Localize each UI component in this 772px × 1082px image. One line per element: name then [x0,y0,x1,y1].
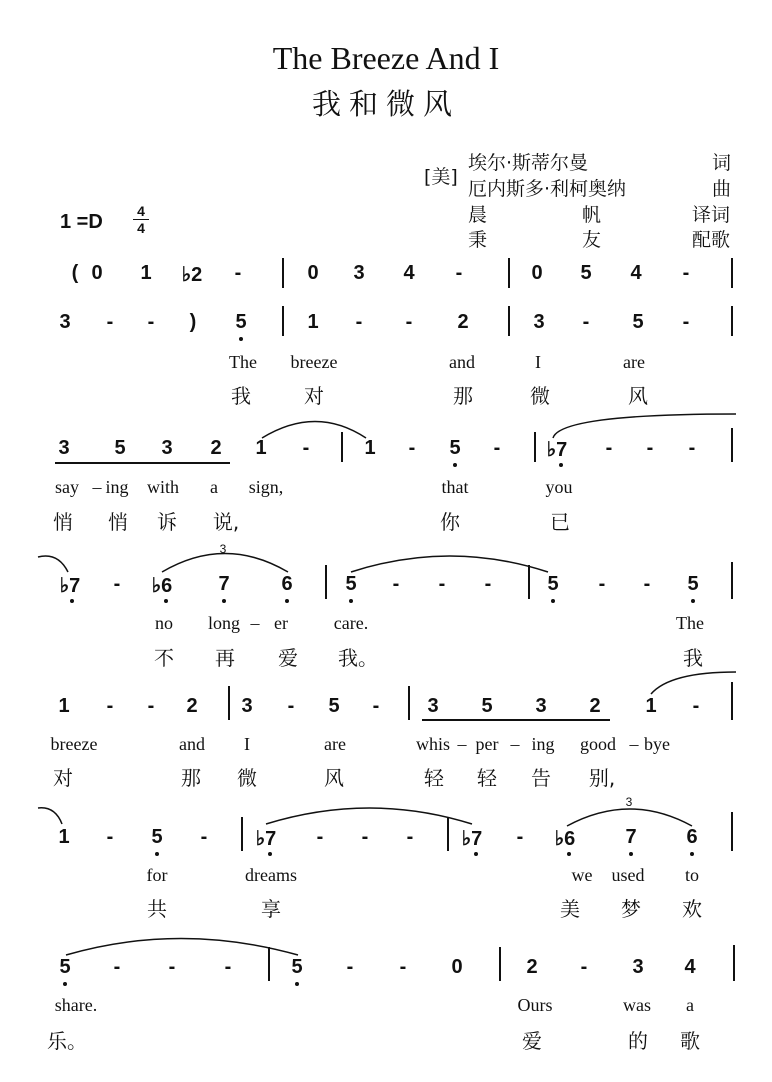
lyric-en: – [92,477,102,497]
note: - [455,262,463,284]
note: - [438,573,446,595]
note: - [361,826,369,848]
note: - [168,956,176,978]
note: - [346,956,354,978]
credit-composer: 厄内斯多·利柯奥纳 [468,178,627,200]
lyric-zh: 再 [215,646,235,670]
note: 2 [210,437,222,459]
note: 0 [307,262,319,284]
note: - [287,695,295,717]
note: 5 [328,695,340,717]
lyric-en: breeze [290,352,338,372]
lyric-en: for [146,865,168,885]
lyric-zh: 轻 [477,766,497,790]
note: 1 [255,437,267,459]
note: - [106,826,114,848]
key-signature: 1 =D [60,211,103,233]
lyric-zh: 微 [237,766,257,790]
note: 5 [632,311,644,333]
credit-arranger: 秉 友 [468,229,602,251]
note: - [405,311,413,333]
slur [66,939,298,956]
slur [162,554,288,573]
lyric-en: – [250,613,260,633]
lyric-en: are [324,734,346,754]
lyric-en: breeze [50,734,98,754]
note: 1 [140,262,152,284]
lyric-en: a [210,477,218,497]
note: - [605,437,613,459]
time-signature-top: 4 [137,203,145,219]
lyric-zh: 对 [304,384,324,408]
lyric-en: I [244,734,250,754]
note: 0 [91,262,103,284]
lyric-zh: 欢 [682,897,702,921]
lyric-en: dreams [245,865,297,885]
lyric-en: you [545,477,573,497]
note: 3 [535,695,547,717]
note: 2 [589,695,601,717]
title-english: The Breeze And I [272,40,500,76]
lyric-zh: 那 [453,384,473,408]
lyric-zh: 我 [683,646,703,670]
slur [262,422,366,439]
time-signature-bottom: 4 [137,220,145,236]
lyric-en: ing [531,734,555,754]
lyric-zh: 不 [154,646,174,670]
note: - [643,573,651,595]
note: 5 [345,573,357,595]
note: 5 [235,311,247,333]
note: 4 [684,956,696,978]
note: - [688,437,696,459]
note: 5 [687,573,699,595]
lyric-en: to [684,865,700,885]
lyric-zh: 享 [261,897,281,921]
lyric-zh: 风 [324,766,344,790]
lyric-zh: 我。 [338,646,378,670]
note: - [682,262,690,284]
note: 3 [241,695,253,717]
note: - [598,573,606,595]
note: - [147,695,155,717]
note: - [234,262,242,284]
note: ♭7 [59,575,81,597]
slur [553,414,736,438]
lyric-zh: 说, [212,510,240,534]
lyric-zh: 共 [147,897,167,921]
lyric-en: er [274,613,288,633]
credit-lyricist: 埃尔·斯蒂尔曼 [468,152,589,174]
note: 4 [630,262,642,284]
note: 5 [291,956,303,978]
lyric-zh: 悄 [108,510,128,534]
note: - [224,956,232,978]
lyric-en: The [229,352,257,372]
title-chinese: 我和微风 [311,87,460,121]
note: - [682,311,690,333]
note: 3 [427,695,439,717]
note: - [646,437,654,459]
note: - [580,956,588,978]
lyric-en: bye [644,734,670,754]
lyric-en: whis [415,734,451,754]
lyric-zh: 别, [588,766,616,790]
note: 3 [533,311,545,333]
note: - [399,956,407,978]
lyric-zh: 对 [53,766,73,790]
note: 1 [364,437,376,459]
slur [38,556,68,572]
note: - [200,826,208,848]
note: 6 [281,573,293,595]
note: 1 [58,695,70,717]
note: 1 [307,311,319,333]
note: ) [189,311,197,333]
slur [567,809,692,826]
lyric-en: no [155,613,173,633]
lyric-en: The [676,613,704,633]
lyric-en: with [146,477,180,497]
note: 1 [645,695,657,717]
note: 5 [580,262,592,284]
lyric-zh: 已 [550,510,570,534]
lyric-en: was [623,995,651,1015]
credit-translator: 晨 帆 [468,204,602,226]
note: - [406,826,414,848]
note: - [106,695,114,717]
note: ( [71,262,79,284]
lyric-en: care. [333,613,369,633]
note: - [408,437,416,459]
note: 5 [59,956,71,978]
note: 3 [59,311,71,333]
note: 5 [547,573,559,595]
lyric-en: a [686,995,694,1015]
lyric-zh: 悄 [53,510,73,534]
lyric-en: long [207,613,241,633]
lyric-en: good [580,734,616,754]
note: 6 [686,826,698,848]
lyric-zh: 乐。 [47,1029,87,1053]
credit-translator-role: 译词 [692,204,731,226]
note: - [372,695,380,717]
lyric-en: are [623,352,645,372]
lyric-en: Ours [517,995,553,1015]
lyric-zh: 歌 [680,1029,700,1053]
note: 5 [151,826,163,848]
note: - [355,311,363,333]
note: 2 [457,311,469,333]
note: - [147,311,155,333]
note: - [113,956,121,978]
lyric-zh: 风 [628,384,648,408]
credit-arranger-role: 配歌 [692,229,731,251]
note: ♭6 [151,575,173,597]
slur [38,808,62,824]
lyric-en: – [510,734,520,754]
triplet-mark: 3 [625,795,633,809]
note: ♭2 [181,264,203,286]
lyric-zh: 那 [181,766,201,790]
slur [351,556,548,572]
lyric-en: sign, [248,477,284,497]
lyric-zh: 爱 [278,646,298,670]
note: - [392,573,400,595]
note: - [484,573,492,595]
lyric-en: share. [54,995,98,1015]
lyric-en: per [475,734,499,754]
lyric-en: – [457,734,467,754]
lyric-en: – [629,734,639,754]
note: ♭6 [554,828,576,850]
note: - [493,437,501,459]
note: 7 [218,573,230,595]
note: - [692,695,700,717]
note: 7 [625,826,637,848]
lyric-zh: 的 [628,1029,648,1053]
note: 3 [161,437,173,459]
lyric-en: say [55,477,79,497]
lyric-zh: 微 [530,384,550,408]
credit-nationality: [美] [424,166,458,188]
lyric-en: and [179,734,205,754]
note: 5 [114,437,126,459]
slur [266,808,472,824]
lyric-en: and [449,352,475,372]
note: 3 [353,262,365,284]
credit-composer-role: 曲 [712,178,732,200]
triplet-mark: 3 [219,542,227,556]
lyric-en: that [441,477,469,497]
lyric-zh: 轻 [424,766,444,790]
note: 2 [186,695,198,717]
note: - [113,573,121,595]
note: 0 [451,956,463,978]
lyric-zh: 梦 [621,897,641,921]
note: 2 [526,956,538,978]
note: - [582,311,590,333]
note: ♭7 [255,828,277,850]
note: 5 [481,695,493,717]
note: 5 [449,437,461,459]
note: ♭7 [546,439,568,461]
slur [651,672,736,694]
credit-lyricist-role: 词 [712,152,732,174]
note: - [516,826,524,848]
note: - [302,437,310,459]
note: - [316,826,324,848]
note: 3 [632,956,644,978]
lyric-zh: 你 [440,510,460,534]
lyric-en: we [571,865,593,885]
lyric-zh: 我 [231,384,251,408]
note: 4 [403,262,415,284]
note: - [106,311,114,333]
note: 0 [531,262,543,284]
note: ♭7 [461,828,483,850]
lyric-zh: 诉 [157,510,177,534]
lyric-zh: 告 [531,766,551,790]
note: 3 [58,437,70,459]
lyric-en: I [535,352,541,372]
lyric-zh: 美 [560,897,580,921]
note: 1 [58,826,70,848]
lyric-en: ing [105,477,129,497]
lyric-zh: 爱 [522,1029,542,1053]
lyric-en: used [611,865,645,885]
